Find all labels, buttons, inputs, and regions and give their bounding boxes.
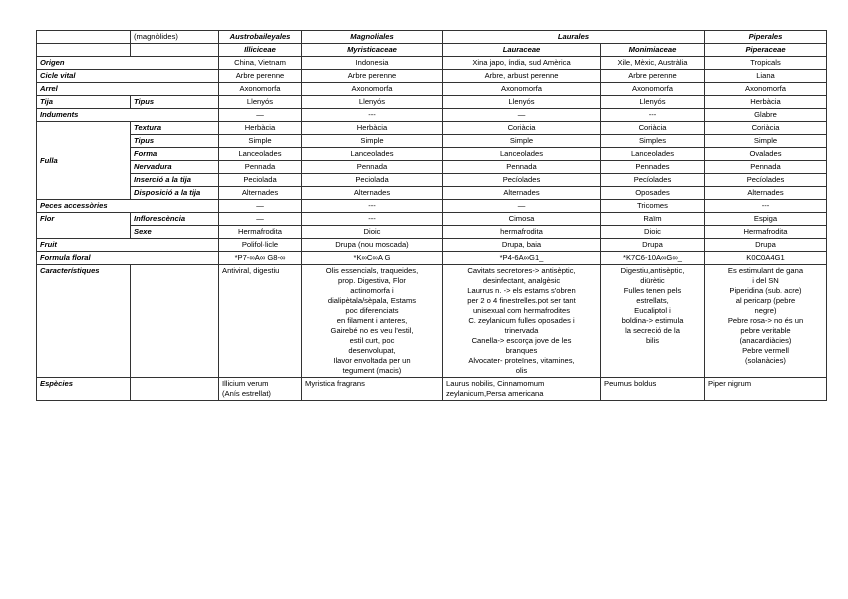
cell: K0C0A4G1: [705, 252, 827, 265]
cell: Polifol·licle: [219, 239, 302, 252]
cell: Alternades: [705, 187, 827, 200]
cell: Llenyós: [219, 96, 302, 109]
family-myristicaceae: Myristicaceae: [302, 44, 443, 57]
row-fulla-textura: [37, 122, 827, 135]
cell: Pennada: [705, 161, 827, 174]
cell: Axonomorfa: [219, 83, 302, 96]
cell: Alternades: [219, 187, 302, 200]
group-label: (magnòlides): [131, 31, 219, 44]
cell: Lanceolades: [302, 148, 443, 161]
row-induments: [37, 109, 827, 122]
row-label: Peces accessòries: [37, 200, 219, 213]
cell: Cimosa: [443, 213, 601, 226]
cell: Arbre perenne: [601, 70, 705, 83]
order-laurales: Laurales: [443, 31, 705, 44]
cell: Drupa, baia: [443, 239, 601, 252]
row-fulla-nervadura: [37, 161, 827, 174]
header-orders-row: [37, 31, 827, 44]
family-illiciceae: Illiciceae: [219, 44, 302, 57]
family-monimiaceae: Monimiaceae: [601, 44, 705, 57]
cell: Peciolada: [219, 174, 302, 187]
row-fulla-tipus: [37, 135, 827, 148]
row-label: Cicle vital: [37, 70, 219, 83]
row-especies: [37, 378, 827, 401]
cell: Indonesia: [302, 57, 443, 70]
cell: Simple: [443, 135, 601, 148]
cell: Xina japo, índia, sud Amèrica: [443, 57, 601, 70]
row-flor-sexe: [37, 226, 827, 239]
cell: Hermafrodita: [219, 226, 302, 239]
cell: Digestiu,antisèptic, diürètic Fulles tenen pels estrellats, Eucaliptol i boldina-> estimula la secreció de la bilis: [601, 265, 705, 378]
cell: Axonomorfa: [705, 83, 827, 96]
order-piperales: Piperales: [705, 31, 827, 44]
cell: Simple: [302, 135, 443, 148]
cell: Llenyós: [601, 96, 705, 109]
order-austrobaileyales: Austrobaileyales: [219, 31, 302, 44]
cell: ---: [705, 200, 827, 213]
cell: Liana: [705, 70, 827, 83]
cell: Tricomes: [601, 200, 705, 213]
cell: —: [443, 200, 601, 213]
row-label: Espècies: [37, 378, 131, 401]
cell: Pennada: [302, 161, 443, 174]
cell: Espiga: [705, 213, 827, 226]
cell: Illicium verum (Anís estrellat): [219, 378, 302, 401]
family-lauraceae: Lauraceae: [443, 44, 601, 57]
row-caracteristiques: [37, 265, 827, 378]
cell: ---: [601, 109, 705, 122]
cell: Pecíolades: [705, 174, 827, 187]
cell: China, Vietnam: [219, 57, 302, 70]
row-fulla-disposicio: [37, 187, 827, 200]
cell: Lanceolades: [601, 148, 705, 161]
cell: *P7-∞A∞ G8-∞: [219, 252, 302, 265]
cell: Antiviral, digestiu: [219, 265, 302, 378]
cell: ---: [302, 213, 443, 226]
cell: Pennada: [219, 161, 302, 174]
row-label: Fulla: [37, 122, 131, 200]
sub-label: Tipus: [131, 135, 219, 148]
cell: *K∞C∞A G: [302, 252, 443, 265]
row-label: Origen: [37, 57, 219, 70]
cell: Pennades: [601, 161, 705, 174]
row-fulla-forma: [37, 148, 827, 161]
cell: Cavitats secretores-> antisèptic, desinfectant, analgèsic Laurrus n. -> els estams s'obren per 2 o 4 finestrelles.pot ser tant unisexual com hermafrodites C. zeylanicum fulles oposades i trinervada Canella-> escorça jove de les branques Alvocater- proteïnes, vitamines, olis: [443, 265, 601, 378]
cell: Axonomorfa: [443, 83, 601, 96]
cell: Alternades: [302, 187, 443, 200]
cell: Simple: [219, 135, 302, 148]
cell: Piper nigrum: [705, 378, 827, 401]
cell: Myristica fragrans: [302, 378, 443, 401]
cell: Peumus boldus: [601, 378, 705, 401]
cell: Arbre, arbust perenne: [443, 70, 601, 83]
sub-label: Nervadura: [131, 161, 219, 174]
row-label: Arrel: [37, 83, 219, 96]
cell: Raïm: [601, 213, 705, 226]
sub-label: Tipus: [131, 96, 219, 109]
cell: Olis essencials, traqueides, prop. Digestiva, Flor actinomorfa i dialipètala/sèpala, Estams poc diferenciats en filament i anteres, Gairebé no es veu l'estil, estil curt, poc desenvolupat, Ilavor envoltada per un tegument (macis): [302, 265, 443, 378]
row-label: Fruit: [37, 239, 219, 252]
cell: Lanceolades: [443, 148, 601, 161]
cell: ---: [302, 109, 443, 122]
row-origen: [37, 57, 827, 70]
cell: Coriàcia: [705, 122, 827, 135]
cell: —: [219, 213, 302, 226]
cell: Axonomorfa: [601, 83, 705, 96]
row-fulla-insercio: [37, 174, 827, 187]
row-cicle-vital: [37, 70, 827, 83]
cell: Herbàcia: [705, 96, 827, 109]
cell: Coriàcia: [443, 122, 601, 135]
cell: Simples: [601, 135, 705, 148]
cell: —: [219, 109, 302, 122]
cell: Drupa: [705, 239, 827, 252]
cell: Lanceolades: [219, 148, 302, 161]
row-label: Flor: [37, 213, 131, 239]
cell: Glabre: [705, 109, 827, 122]
cell: hermafrodita: [443, 226, 601, 239]
sub-label: Sexe: [131, 226, 219, 239]
cell: Pecíolades: [601, 174, 705, 187]
header-families-row: [37, 44, 827, 57]
cell: *K7C6-10A∞G∞_: [601, 252, 705, 265]
row-fruit: [37, 239, 827, 252]
cell: Laurus nobilis, Cinnamomum zeylanicum,Persa americana: [443, 378, 601, 401]
cell: Axonomorfa: [302, 83, 443, 96]
cell: Es estimulant de gana i del SN Piperidina (sub. acre) al pericarp (pebre negre) Pebre rosa-> no és un pebre veritable (anacardiàcies) Pebre vermell (solanàcies): [705, 265, 827, 378]
cell: Herbàcia: [302, 122, 443, 135]
sub-label: Textura: [131, 122, 219, 135]
row-flor-inflorescencia: [37, 213, 827, 226]
cell: Drupa: [601, 239, 705, 252]
cell: Simple: [705, 135, 827, 148]
cell: Herbàcia: [219, 122, 302, 135]
sub-label: Disposició a la tija: [131, 187, 219, 200]
sub-label: Inflorescència: [131, 213, 219, 226]
cell: Llenyós: [443, 96, 601, 109]
cell: Arbre perenne: [219, 70, 302, 83]
row-label: Induments: [37, 109, 219, 122]
cell: Arbre perenne: [302, 70, 443, 83]
cell: Xile, Mèxic, Austràlia: [601, 57, 705, 70]
row-peces-accessories: [37, 200, 827, 213]
cell: —: [443, 109, 601, 122]
cell: Hermafrodita: [705, 226, 827, 239]
species-comparison-table: [36, 30, 827, 401]
cell: Oposades: [601, 187, 705, 200]
sub-label: Inserció a la tija: [131, 174, 219, 187]
cell: Pennada: [443, 161, 601, 174]
cell: Alternades: [443, 187, 601, 200]
row-label: Característiques: [37, 265, 131, 378]
cell: Coriàcia: [601, 122, 705, 135]
cell: Dioic: [601, 226, 705, 239]
row-label: Formula floral: [37, 252, 219, 265]
cell: Dioic: [302, 226, 443, 239]
cell: Ovalades: [705, 148, 827, 161]
row-formula-floral: [37, 252, 827, 265]
row-arrel: [37, 83, 827, 96]
cell: Pecíolades: [443, 174, 601, 187]
cell: Tropicals: [705, 57, 827, 70]
cell: Peciolada: [302, 174, 443, 187]
sub-label: Forma: [131, 148, 219, 161]
row-tija: [37, 96, 827, 109]
cell: Drupa (nou moscada): [302, 239, 443, 252]
family-piperaceae: Piperaceae: [705, 44, 827, 57]
row-label: Tija: [37, 96, 131, 109]
order-magnoliales: Magnoliales: [302, 31, 443, 44]
cell: *P4-6A∞G1_: [443, 252, 601, 265]
cell: —: [219, 200, 302, 213]
cell: ---: [302, 200, 443, 213]
cell: Llenyós: [302, 96, 443, 109]
